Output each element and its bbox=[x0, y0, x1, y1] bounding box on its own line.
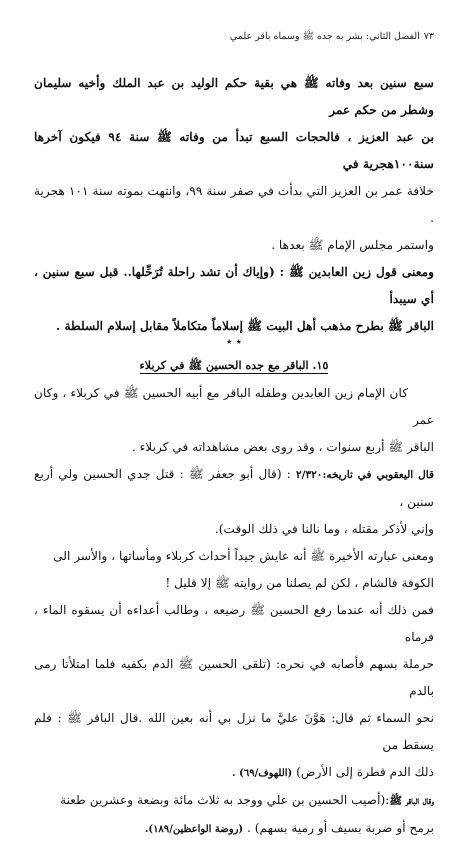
paragraph-7 bbox=[34, 597, 434, 787]
text-line: الباقر ﷺ أربع سنوات ، وقد روى بعض مشاهداته في كربلاء . bbox=[131, 440, 434, 454]
quote-text: ذلك الدم قطرة إلى الأرض) bbox=[296, 765, 434, 779]
text-line: بن عبد العزيز ، فالحجات السبع تبدأ من وفاته ﷺ سنة ٩٤ فيكون آخرها سنة١٠٠هجرية في bbox=[34, 130, 434, 171]
source-citation: قال اليعقوبي في تاريخه:٢/٣٢٠ bbox=[296, 469, 435, 481]
text-line bbox=[34, 461, 434, 516]
text-line: سبع سنين بعد وفاته ﷺ هي بقية حكم الوليد بن عبد الملك وأخيه سليمان وشطر من حكم عمر bbox=[34, 76, 434, 117]
text-line: ومعنى قول زين العابدين ﷺ : (وإياك أن تشد راحلة تُرَحِّلها.. قبل سبع سنين ، أي سيبدأ bbox=[34, 265, 434, 306]
quote-text: برمح أو ضربة بسيف أو رمية بسهم) . bbox=[247, 821, 434, 835]
paragraph-4 bbox=[34, 380, 434, 461]
section-divider: ٭ ٭ bbox=[226, 335, 242, 348]
reference: (روضة الواعظين/١٨٩). bbox=[144, 824, 244, 835]
reference: (اللهوف/٦٩) . bbox=[232, 768, 293, 779]
source-citation: وقال الباقر ﷺ bbox=[389, 795, 434, 807]
paragraph-2 bbox=[34, 178, 434, 259]
text-line: فمن ذلك أنه عندما رفع الحسين ﷺ رضيعه ، وطالب أعداءه أن يسقوه الماء ، فرماه bbox=[34, 603, 434, 644]
paragraph-8 bbox=[34, 787, 434, 843]
text-line bbox=[34, 787, 434, 815]
text-line: واستمر مجلس الإمام ﷺ بعدها . bbox=[271, 238, 434, 252]
section-heading bbox=[34, 354, 434, 376]
text-line: الباقر ﷺ بطرح مذهب أهل البيت ﷺ إسلاماً متكاملاً مقابل إسلام السلطة . bbox=[56, 319, 434, 333]
section-heading-text: ١٥. الباقر مع جده الحسين ﷺ في كربلاء bbox=[139, 358, 329, 372]
paragraph-6 bbox=[34, 543, 434, 597]
running-title: الفصل الثاني: بشر به جده ﷺ وسماه باقر علمي bbox=[229, 31, 420, 42]
text-line: ومعنى عبارته الأخيرة ﷺ أنه عايش جيداً أحداث كربلاء ومأساتها ، والأسر الى bbox=[53, 549, 434, 563]
quote-text: : (قال أبو جعفر ﷺ : قتل جدي الحسين ولي أربع سنين ، bbox=[34, 467, 434, 509]
text-line: خلافة عمر بن العزيز التي بدأت في صفر سنة ٩٩، وانتهت بموته سنة ١٠١ هجرية . bbox=[34, 184, 434, 225]
text-line: نحو السماء ثم قال: هَوَّنَ عليَّ ما نزل بي أنه بعين الله .قال الباقر ﷺ : فلم يسقط من bbox=[34, 711, 434, 752]
page-header bbox=[34, 30, 434, 44]
paragraph-3 bbox=[34, 259, 434, 340]
text-line: حرملة بسهم فأصابه في نحره: (تلقى الحسين ﷺ الدم بكفيه فلما امتلأتا رمى بالدم bbox=[34, 657, 434, 698]
page-number: ٧٣ bbox=[423, 31, 434, 42]
text-line: الكوفة فالشام ، لكن لم يصلنا من روايته ﷺ إلا قليل ! bbox=[165, 576, 434, 590]
quote-text: :(أصيب الحسين بن علي ووجد به ثلاث مائة وبضعة وعشرين طعنة bbox=[60, 793, 390, 807]
paragraph-5 bbox=[34, 461, 434, 543]
text-line: وإني لأذكر مقتله ، وما نالنا في ذلك الوقت). bbox=[214, 522, 434, 536]
text-line bbox=[34, 815, 434, 843]
text-line bbox=[34, 759, 434, 787]
paragraph-1 bbox=[34, 70, 434, 178]
text-line: كان الإمام زين العابدين وطفله الباقر مع أبيه الحسين ﷺ في كربلاء ، وكان عمر bbox=[34, 386, 434, 427]
